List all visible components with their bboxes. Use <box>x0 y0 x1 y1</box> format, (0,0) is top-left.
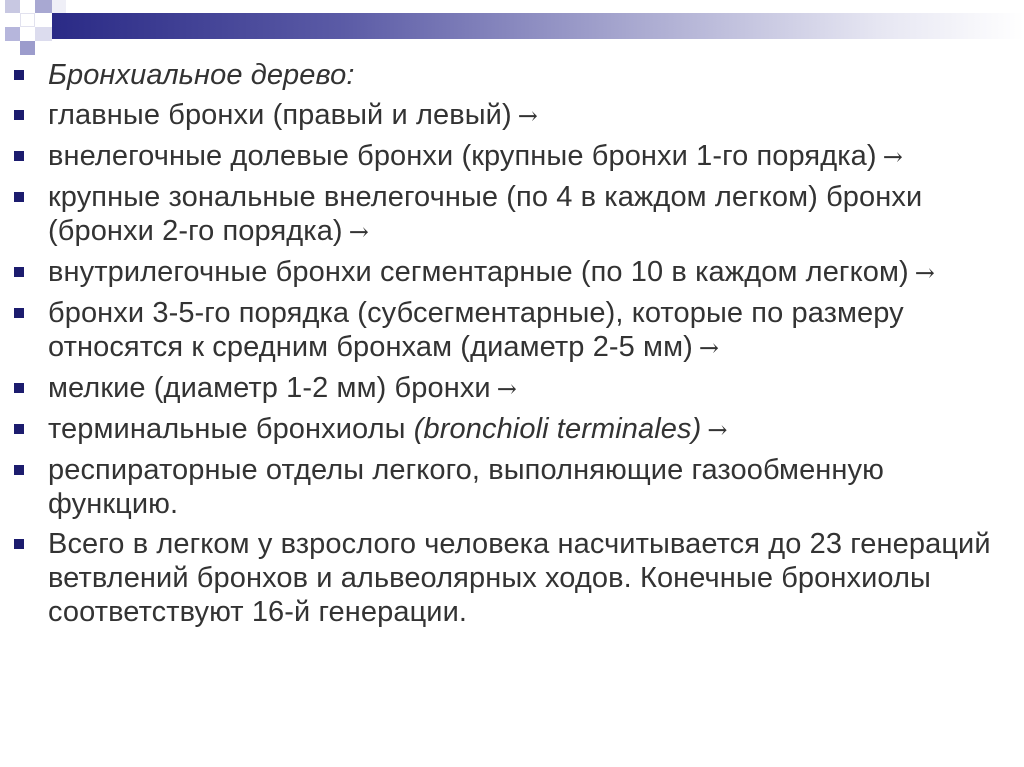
list-item <box>12 412 1002 447</box>
square-bullet-icon <box>14 465 24 475</box>
list-item-text: мелкие (диаметр 1-2 мм) бронхи <box>48 372 491 404</box>
right-arrow-icon: → <box>496 375 517 403</box>
list-item <box>12 98 1002 133</box>
list-item-text: крупные зональные внелегочные (по 4 в каждом легком) бронхи (бронхи 2-го порядка) <box>48 181 923 247</box>
list-item <box>12 527 1002 629</box>
list-item <box>12 58 1002 92</box>
header-gradient-bar <box>52 13 1024 39</box>
right-arrow-icon: → <box>914 259 935 287</box>
list-item <box>12 453 1002 521</box>
square-bullet-icon <box>14 267 24 277</box>
decor-square <box>5 27 20 41</box>
decor-square <box>52 0 66 13</box>
list-heading: Бронхиальное дерево: <box>48 59 355 91</box>
list-item-text: внутрилегочные бронхи сегментарные (по 10 в каждом легком) <box>48 256 909 288</box>
right-arrow-icon: → <box>707 416 728 444</box>
square-bullet-icon <box>14 383 24 393</box>
list-item-text: Всего в легком у взрослого человека насчитывается до 23 генераций ветвлений бронхов и альвеолярных ходов. Конечные бронхиолы соответствуют 16-й генерации. <box>48 528 991 628</box>
right-arrow-icon: → <box>698 334 720 362</box>
list-item-text: респираторные отделы легкого, выполняющие газообменную функцию. <box>48 454 884 520</box>
decor-square <box>20 13 35 27</box>
list-item <box>12 371 1002 406</box>
square-bullet-icon <box>14 151 24 161</box>
decor-square <box>5 0 20 13</box>
list-item-text: терминальные бронхиолы <box>48 413 414 445</box>
list-item-text: внелегочные долевые бронхи (крупные бронхи 1-го порядка) <box>48 140 877 172</box>
right-arrow-icon: → <box>348 218 369 246</box>
bullet-list <box>12 58 1002 629</box>
square-bullet-icon <box>14 70 24 80</box>
latin-term: (bronchioli terminales) <box>413 413 702 445</box>
decor-square <box>35 0 52 13</box>
square-bullet-icon <box>14 424 24 434</box>
list-item-text: бронхи 3-5-го порядка (субсегментарные), которые по размеру относятся к средним бронхам (диаметр 2-5 мм) <box>48 297 904 363</box>
list-item-text: главные бронхи (правый и левый) <box>48 99 512 131</box>
list-item <box>12 296 1002 365</box>
list-item <box>12 139 1002 174</box>
decor-square <box>20 41 35 55</box>
right-arrow-icon: → <box>517 102 538 130</box>
slide-content <box>12 58 1002 635</box>
square-bullet-icon <box>14 308 24 318</box>
decor-square <box>35 27 52 41</box>
right-arrow-icon: → <box>882 143 903 171</box>
square-bullet-icon <box>14 110 24 120</box>
list-item <box>12 180 1002 249</box>
square-bullet-icon <box>14 192 24 202</box>
square-bullet-icon <box>14 539 24 549</box>
list-item <box>12 255 1002 290</box>
header-decoration <box>0 0 1024 60</box>
